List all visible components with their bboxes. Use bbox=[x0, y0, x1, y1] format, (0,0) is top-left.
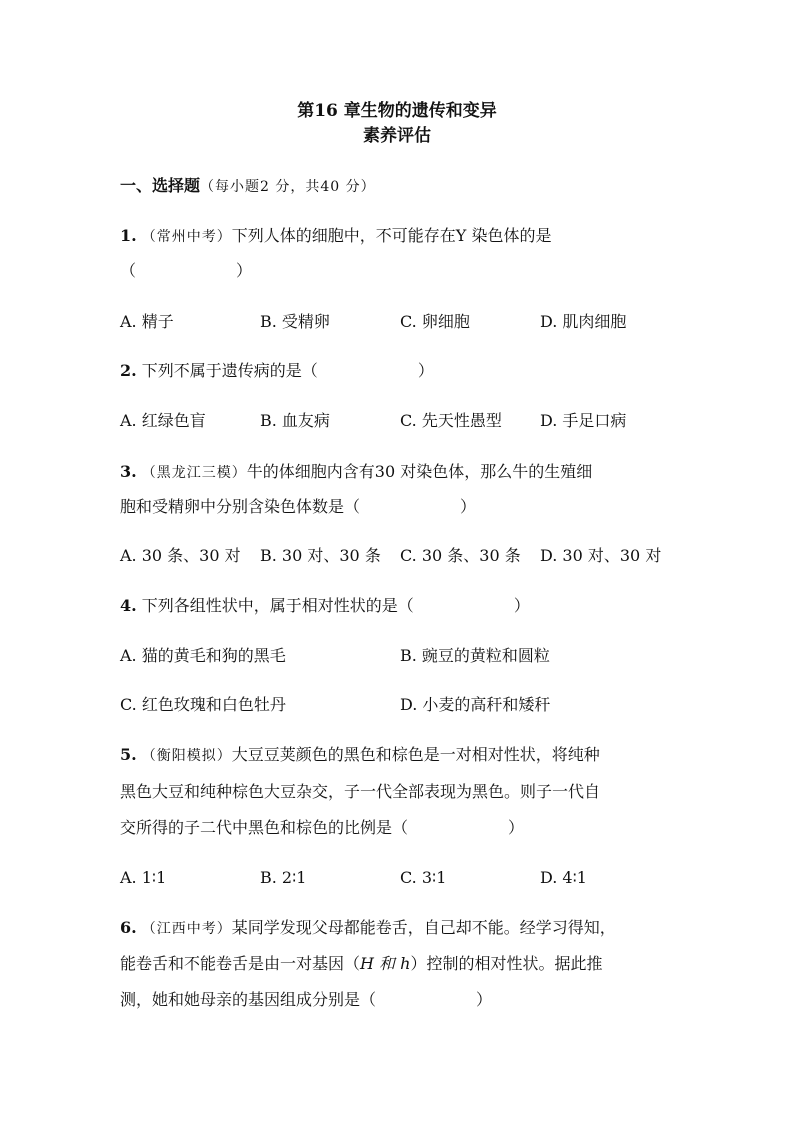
question-text: ）控制的相对性状。据此推 bbox=[410, 954, 603, 973]
question-text: 下列人体的细胞中，不可能存在Y 染色体的是 bbox=[231, 226, 552, 245]
question-5-line-1 bbox=[120, 745, 690, 766]
question-number: 5. bbox=[120, 745, 137, 764]
section-note: （每小题2 分，共40 分） bbox=[200, 179, 376, 195]
question-text: 下列不属于遗传病的是（ bbox=[141, 361, 318, 380]
option-b: B. 30 对、30 条 bbox=[260, 546, 381, 565]
page-subtitle: 素养评估 bbox=[363, 126, 431, 146]
option-d: D. 肌肉细胞 bbox=[540, 312, 627, 331]
option-b: B. 2∶1 bbox=[260, 868, 307, 887]
question-2-line-1 bbox=[120, 361, 690, 381]
paren-close: ） bbox=[508, 818, 525, 837]
question-text: 牛的体细胞内含有30 对染色体，那么牛的生殖细 bbox=[246, 462, 593, 481]
question-text: 交所得的子二代中黑色和棕色的比例是（ bbox=[120, 818, 409, 837]
section-title: 一、选择题 bbox=[120, 176, 201, 195]
option-a: A. 1∶1 bbox=[120, 868, 167, 887]
page-title: 第16 章生物的遗传和变异 bbox=[297, 101, 497, 121]
paren-close: ） bbox=[236, 261, 253, 280]
paren-close: ） bbox=[417, 361, 434, 380]
section-heading bbox=[120, 176, 690, 197]
paren-open: （ bbox=[120, 261, 137, 280]
paren-close: ） bbox=[460, 497, 477, 516]
question-source: （衡阳模拟） bbox=[141, 748, 232, 764]
question-text: 黑色大豆和纯种棕色大豆杂交，子一代全部表现为黑色。则子一代自 bbox=[120, 782, 601, 801]
question-text: 大豆豆荚颜色的黑色和棕色是一对相对性状，将纯种 bbox=[231, 745, 600, 764]
option-d: D. 手足口病 bbox=[540, 411, 627, 430]
question-4-line-1 bbox=[120, 596, 690, 616]
option-d: D. 30 对、30 对 bbox=[540, 546, 662, 565]
option-a: A. 红绿色盲 bbox=[120, 411, 206, 430]
question-number: 6. bbox=[120, 918, 137, 937]
option-a: A. 猫的黄毛和狗的黑毛 bbox=[120, 646, 286, 665]
gene-symbols: H 和 h bbox=[360, 954, 411, 973]
option-d: D. 4∶1 bbox=[540, 868, 587, 887]
option-b: B. 豌豆的黄粒和圆粒 bbox=[400, 646, 550, 665]
question-text: 下列各组性状中，属于相对性状的是（ bbox=[141, 596, 414, 615]
question-5-line-2 bbox=[120, 782, 690, 802]
paren-close: ） bbox=[513, 596, 530, 615]
option-c: C. 卵细胞 bbox=[400, 312, 470, 331]
option-a: A. 30 条、30 对 bbox=[120, 546, 241, 565]
question-number: 3. bbox=[120, 462, 137, 481]
question-source: （江西中考） bbox=[141, 921, 232, 937]
paren-close: ） bbox=[476, 990, 493, 1009]
question-1-line-1 bbox=[120, 226, 690, 247]
option-d: D. 小麦的高秆和矮秆 bbox=[400, 695, 551, 714]
question-number: 4. bbox=[120, 596, 137, 615]
option-b: B. 血友病 bbox=[260, 411, 330, 430]
question-3-line-2 bbox=[120, 497, 690, 517]
question-6-line-1 bbox=[120, 918, 690, 939]
question-6-line-3 bbox=[120, 990, 690, 1010]
question-source: （常州中考） bbox=[141, 229, 232, 245]
question-text: 能卷舌和不能卷舌是由一对基因（ bbox=[120, 954, 361, 973]
option-b: B. 受精卵 bbox=[260, 312, 330, 331]
question-text: 某同学发现父母都能卷舌，自己却不能。经学习得知， bbox=[231, 918, 616, 937]
option-c: C. 30 条、30 条 bbox=[400, 546, 521, 565]
question-1-answer-blank bbox=[120, 261, 690, 281]
option-c: C. 红色玫瑰和白色牡丹 bbox=[120, 695, 286, 714]
question-number: 1. bbox=[120, 226, 137, 245]
question-source: （黑龙江三模） bbox=[141, 465, 247, 481]
option-c: C. 先天性愚型 bbox=[400, 411, 502, 430]
option-c: C. 3∶1 bbox=[400, 868, 447, 887]
option-a: A. 精子 bbox=[120, 312, 174, 331]
question-5-line-3 bbox=[120, 818, 690, 838]
question-number: 2. bbox=[120, 361, 137, 380]
question-text: 胞和受精卵中分别含染色体数是（ bbox=[120, 497, 361, 516]
question-3-line-1 bbox=[120, 462, 690, 483]
question-text: 测，她和她母亲的基因组成分别是（ bbox=[120, 990, 377, 1009]
question-6-line-2 bbox=[120, 954, 690, 974]
